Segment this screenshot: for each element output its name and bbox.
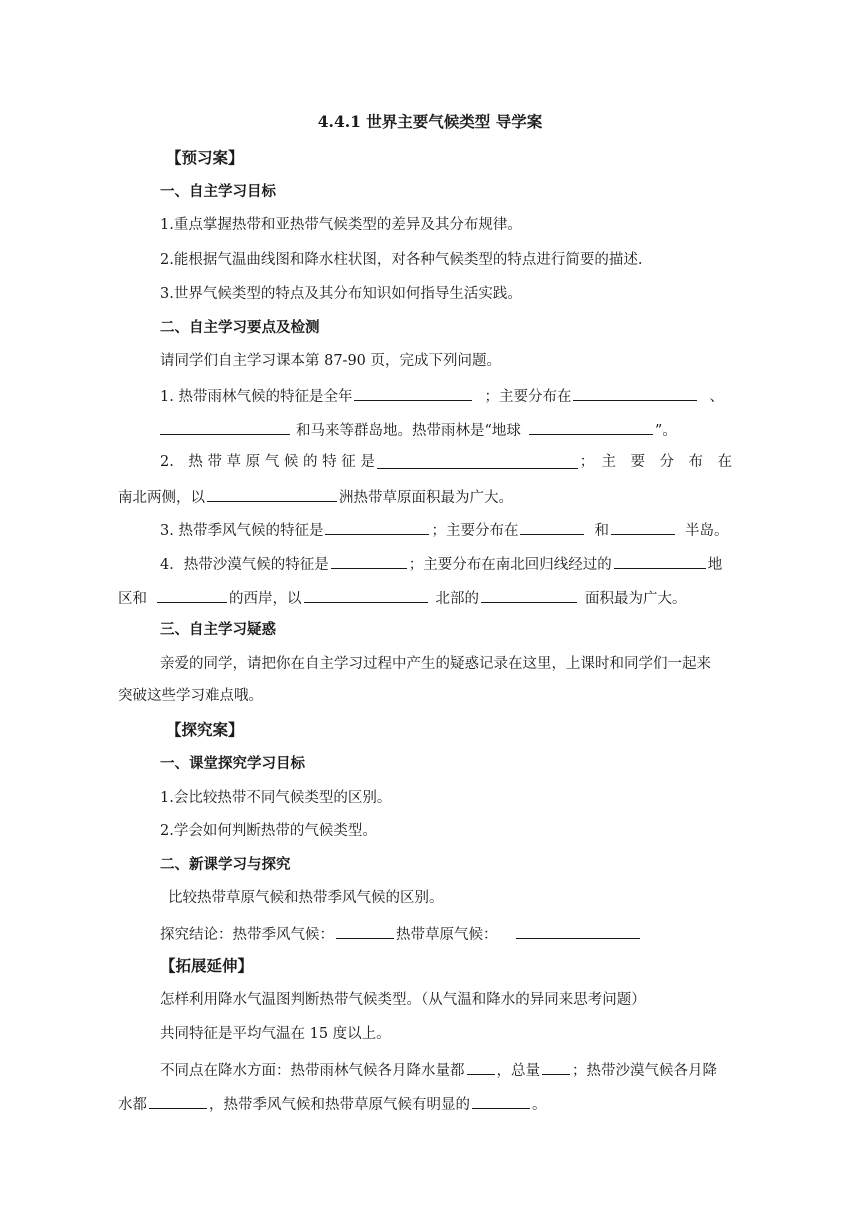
question-1-line-1 (160, 384, 732, 407)
question-2-text-b: ； 主 要 分 布 在 (579, 454, 732, 470)
question-1-text-e: ”。 (654, 423, 677, 439)
question-2-text-d: 洲热带草原面积最为广大。 (339, 490, 513, 506)
answer-blank[interactable] (611, 518, 675, 535)
conclusion-text-b: 热带草原气候： (396, 927, 498, 943)
answer-blank[interactable] (529, 418, 653, 435)
goal-item-2: 2.能根据气温曲线图和降水柱状图，对各种气候类型的特点进行简要的描述. (160, 252, 643, 268)
question-3-text-b: ；主要分布在 (431, 523, 519, 539)
answer-blank[interactable] (520, 518, 584, 535)
answer-blank[interactable] (157, 586, 227, 603)
goal-item-1: 1.重点掌握热带和亚热带气候类型的差异及其分布规律。 (160, 217, 522, 233)
question-4-text-e: 的西岸，以 (229, 591, 302, 607)
question-4-text-d: 区和 (118, 591, 147, 607)
question-4-text-a: 4．热带沙漠气候的特征是 (160, 557, 329, 573)
extend-diff-text-d: 水都 (118, 1097, 147, 1113)
question-1-line-2 (160, 418, 732, 441)
answer-blank[interactable] (304, 586, 428, 603)
section-heading-goals: 一、自主学习目标 (160, 183, 276, 200)
answer-blank[interactable] (336, 922, 394, 939)
answer-blank[interactable] (331, 552, 407, 569)
extend-common: 共同特征是平均气温在 15 度以上。 (160, 1026, 391, 1042)
question-4-line-2 (118, 586, 690, 609)
extend-diff-text-e: ，热带季风气候和热带草原气候有明显的 (209, 1097, 470, 1113)
extend-diff-text-b: ，总量 (496, 1063, 540, 1079)
section-heading-new-lesson: 二、新课学习与探究 (160, 856, 291, 873)
doubts-text-line-1: 亲爱的同学，请把你在自主学习过程中产生的疑惑记录在这里，上课时和同学们一起来 (160, 656, 711, 672)
question-1-text-d: 和马来等群岛地。热带雨林是“地球 (296, 423, 521, 439)
question-2-line-1 (160, 452, 732, 472)
question-1-text-c: 、 (709, 389, 724, 405)
question-4-line-1 (160, 552, 732, 575)
section-heading-doubts: 三、自主学习疑惑 (160, 621, 276, 638)
class-goal-item-1: 1.会比较热带不同气候类型的区别。 (160, 790, 392, 806)
preview-header: 【预习案】 (166, 148, 244, 167)
question-4-text-g: 面积最为广大。 (585, 591, 687, 607)
question-2-line-2 (118, 485, 690, 508)
answer-blank[interactable] (542, 1058, 570, 1075)
explore-header: 【探究案】 (166, 720, 244, 739)
study-intro: 请同学们自主学习课本第 87-90 页，完成下列问题。 (160, 353, 502, 369)
answer-blank[interactable] (472, 1092, 530, 1109)
question-2-text-a: 2. 热 带 草 原 气 候 的 特 征 是 (160, 454, 375, 470)
answer-blank[interactable] (160, 418, 290, 435)
answer-blank[interactable] (207, 485, 337, 502)
answer-blank[interactable] (354, 384, 472, 401)
answer-blank[interactable] (149, 1092, 207, 1109)
question-2-text-c: 南北两侧，以 (118, 490, 205, 506)
question-3-text-c: 和 (594, 523, 609, 539)
extend-diff-line-2 (118, 1092, 690, 1115)
answer-blank[interactable] (325, 518, 429, 535)
goal-item-3: 3.世界气候类型的特点及其分布知识如何指导生活实践。 (160, 286, 522, 302)
answer-blank[interactable] (377, 452, 578, 469)
extend-diff-line-1 (160, 1058, 732, 1081)
section-heading-points: 二、自主学习要点及检测 (160, 319, 320, 336)
extend-diff-text-f: 。 (532, 1097, 547, 1113)
conclusion-line (160, 922, 732, 945)
question-1-text-b: ；主要分布在 (484, 389, 572, 405)
question-4-text-c: 地 (707, 557, 723, 573)
compare-prompt: 比较热带草原气候和热带季风气候的区别。 (168, 890, 444, 906)
extend-diff-text-c: ；热带沙漠气候各月降 (572, 1063, 717, 1079)
conclusion-text-a: 探究结论：热带季风气候： (160, 927, 334, 943)
doubts-text-line-2: 突破这些学习难点哦。 (118, 688, 263, 704)
question-1-text-a: 1. 热带雨林气候的特征是全年 (160, 389, 353, 405)
answer-blank[interactable] (481, 586, 577, 603)
class-goal-item-2: 2.学会如何判断热带的气候类型。 (160, 823, 377, 839)
answer-blank[interactable] (614, 552, 706, 569)
extend-question: 怎样利用降水气温图判断热带气候类型。（从气温和降水的异同来思考问题） (160, 992, 646, 1008)
page-title: 4.4.1 世界主要气候类型 导学案 (317, 112, 543, 131)
extend-header: 【拓展延伸】 (160, 956, 254, 975)
answer-blank[interactable] (573, 384, 697, 401)
answer-blank[interactable] (467, 1058, 495, 1075)
extend-diff-text-a: 不同点在降水方面：热带雨林气候各月降水量都 (160, 1063, 465, 1079)
answer-blank[interactable] (516, 922, 640, 939)
question-4-text-b: ；主要分布在南北回归线经过的 (408, 557, 612, 573)
question-3-text-a: 3. 热带季风气候的特征是 (160, 523, 324, 539)
question-3-text-d: 半岛。 (684, 523, 729, 539)
section-heading-class-goals: 一、课堂探究学习目标 (160, 755, 305, 772)
question-4-text-f: 北部的 (435, 591, 479, 607)
question-3-line (160, 518, 732, 541)
